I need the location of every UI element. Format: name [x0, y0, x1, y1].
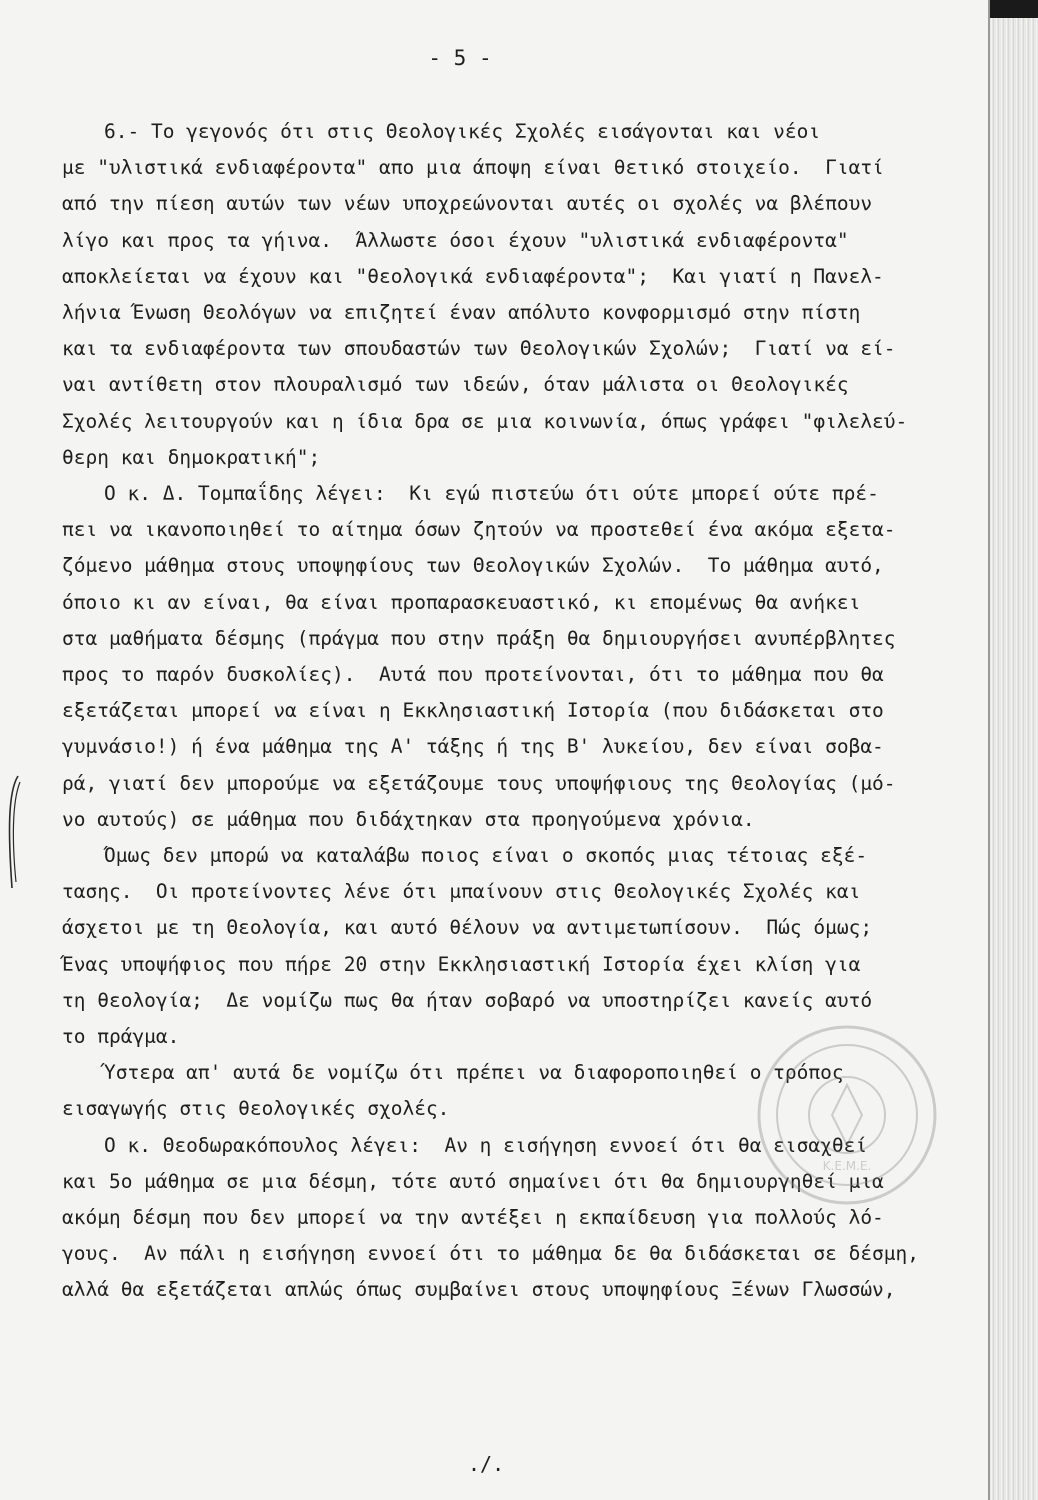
- text-line: αλλά θα εξετάζεται απλώς όπως συμβαίνει στους υποψηφίους Ξένων Γλωσσών,: [62, 1278, 896, 1302]
- text-line: προς το παρόν δυσκολίες). Αυτά που προτείνονται, ότι το μάθημα που θα: [62, 663, 884, 686]
- text-line: και 5ο μάθημα σε μια δέσμη, τότε αυτό σημαίνει ότι θα δημιουργηθεί μια: [62, 1169, 884, 1193]
- text-line: Ο κ. Θεοδωρακόπουλος λέγει: Αν η εισήγηση εννοεί ότι θα εισαχθεί: [104, 1133, 868, 1157]
- text-line: λήνια Ένωση Θεολόγων να επιζητεί έναν απόλυτο κονφορμισμό στην πίστη: [62, 301, 861, 324]
- text-line: λίγο και προς τα γήινα. Άλλωστε όσοι έχουν "υλιστικά ενδιαφέροντα": [62, 228, 849, 252]
- text-line: άσχετοι με τη Θεολογία, και αυτό θέλουν να αντιμετωπίσουν. Πώς όμως;: [62, 916, 873, 940]
- book-edge-shadow: [990, 0, 1038, 18]
- text-line: με "υλιστικά ενδιαφέροντα" απο μια άποψη είναι θετικό στοιχείο. Γιατί: [62, 156, 884, 180]
- text-line: ζόμενο μάθημα στους υποψηφίους των Θεολογικών Σχολών. Το μάθημα αυτό,: [62, 554, 884, 578]
- text-line: ακόμη δέσμη που δεν μπορεί να την αντέξει η εκπαίδευση για πολλούς λό-: [62, 1206, 884, 1229]
- text-line: όποιο κι αν είναι, θα είναι προπαρασκευαστικό, κι επομένως θα ανήκει: [62, 590, 861, 614]
- text-line: ρά, γιατί δεν μπορούμε να εξετάζουμε τους υποψήφιους της Θεολογίας (μό-: [62, 771, 896, 795]
- text-line: 6.- Το γεγονός ότι στις Θεολογικές Σχολές εισάγονται και νέοι: [104, 120, 821, 143]
- text-line: Ο κ. Δ. Τομπαΐδης λέγει: Κι εγώ πιστεύω ότι ούτε μπορεί ούτε πρέ-: [104, 482, 879, 505]
- text-line: Σχολές λειτουργούν και η ίδια δρα σε μια κοινωνία, όπως γράφει "φιλελεύ-: [62, 409, 908, 433]
- text-line: τη θεολογία; Δε νομίζω πως θα ήταν σοβαρό να υποστηρίζει κανείς αυτό: [62, 988, 873, 1012]
- continuation-mark: ./.: [468, 1452, 505, 1476]
- book-page-edge: [988, 0, 1038, 1500]
- text-line: Όμως δεν μπορώ να καταλάβω ποιος είναι ο σκοπός μιας τέτοιας εξέ-: [104, 844, 868, 867]
- text-line: Ένας υποψήφιος που πήρε 20 στην Εκκλησιαστική Ιστορία έχει κλίση για: [62, 952, 861, 976]
- text-line: στα μαθήματα δέσμης (πράγμα που στην πράξη θα δημιουργήσει ανυπέρβλητες: [62, 626, 896, 650]
- text-line: πει να ικανοποιηθεί το αίτημα όσων ζητούν να προστεθεί ένα ακόμα εξετα-: [62, 518, 896, 542]
- text-line: το πράγμα.: [62, 1025, 180, 1048]
- text-line: Ύστερα απ' αυτά δε νομίζω ότι πρέπει να διαφοροποιηθεί ο τρόπος: [104, 1061, 844, 1085]
- text-line: γους. Αν πάλι η εισήγηση εννοεί ότι το μάθημα δε θα διδάσκεται σε δέσμη,: [62, 1242, 920, 1266]
- text-line: νο αυτούς) σε μάθημα που διδάχτηκαν στα προηγούμενα χρόνια.: [62, 807, 755, 831]
- text-line: αποκλείεται να έχουν και "θεολογικά ενδιαφέροντα"; Και γιατί η Πανελ-: [62, 264, 884, 288]
- page-number: - 5 -: [428, 46, 492, 70]
- text-line: γυμνάσιο!) ή ένα μάθημα της Α' τάξης ή της Β' λυκείου, δεν είναι σοβα-: [62, 735, 884, 759]
- text-line: θερη και δημοκρατική";: [62, 445, 321, 469]
- text-line: ναι αντίθετη στον πλουραλισμό των ιδεών, όταν μάλιστα οι Θεολογικές: [62, 373, 849, 397]
- text-line: εισαγωγής στις θεολογικές σχολές.: [62, 1097, 450, 1121]
- text-line: εξετάζεται μπορεί να είναι η Εκκλησιαστική Ιστορία (που διδάσκεται στο: [62, 699, 884, 723]
- circular-seal-stamp: [752, 1020, 942, 1210]
- margin-bracket-mark: [4, 772, 24, 892]
- text-line: τασης. Οι προτείνοντες λένε ότι μπαίνουν στις Θεολογικές Σχολές και: [62, 880, 861, 904]
- stamp-label: Κ.Ε.Μ.Ε.: [822, 1159, 872, 1173]
- text-line: και τα ενδιαφέροντα των σπουδαστών των Θεολογικών Σχολών; Γιατί να εί-: [62, 337, 896, 361]
- text-line: από την πίεση αυτών των νέων υποχρεώνονται αυτές οι σχολές να βλέπουν: [62, 192, 873, 216]
